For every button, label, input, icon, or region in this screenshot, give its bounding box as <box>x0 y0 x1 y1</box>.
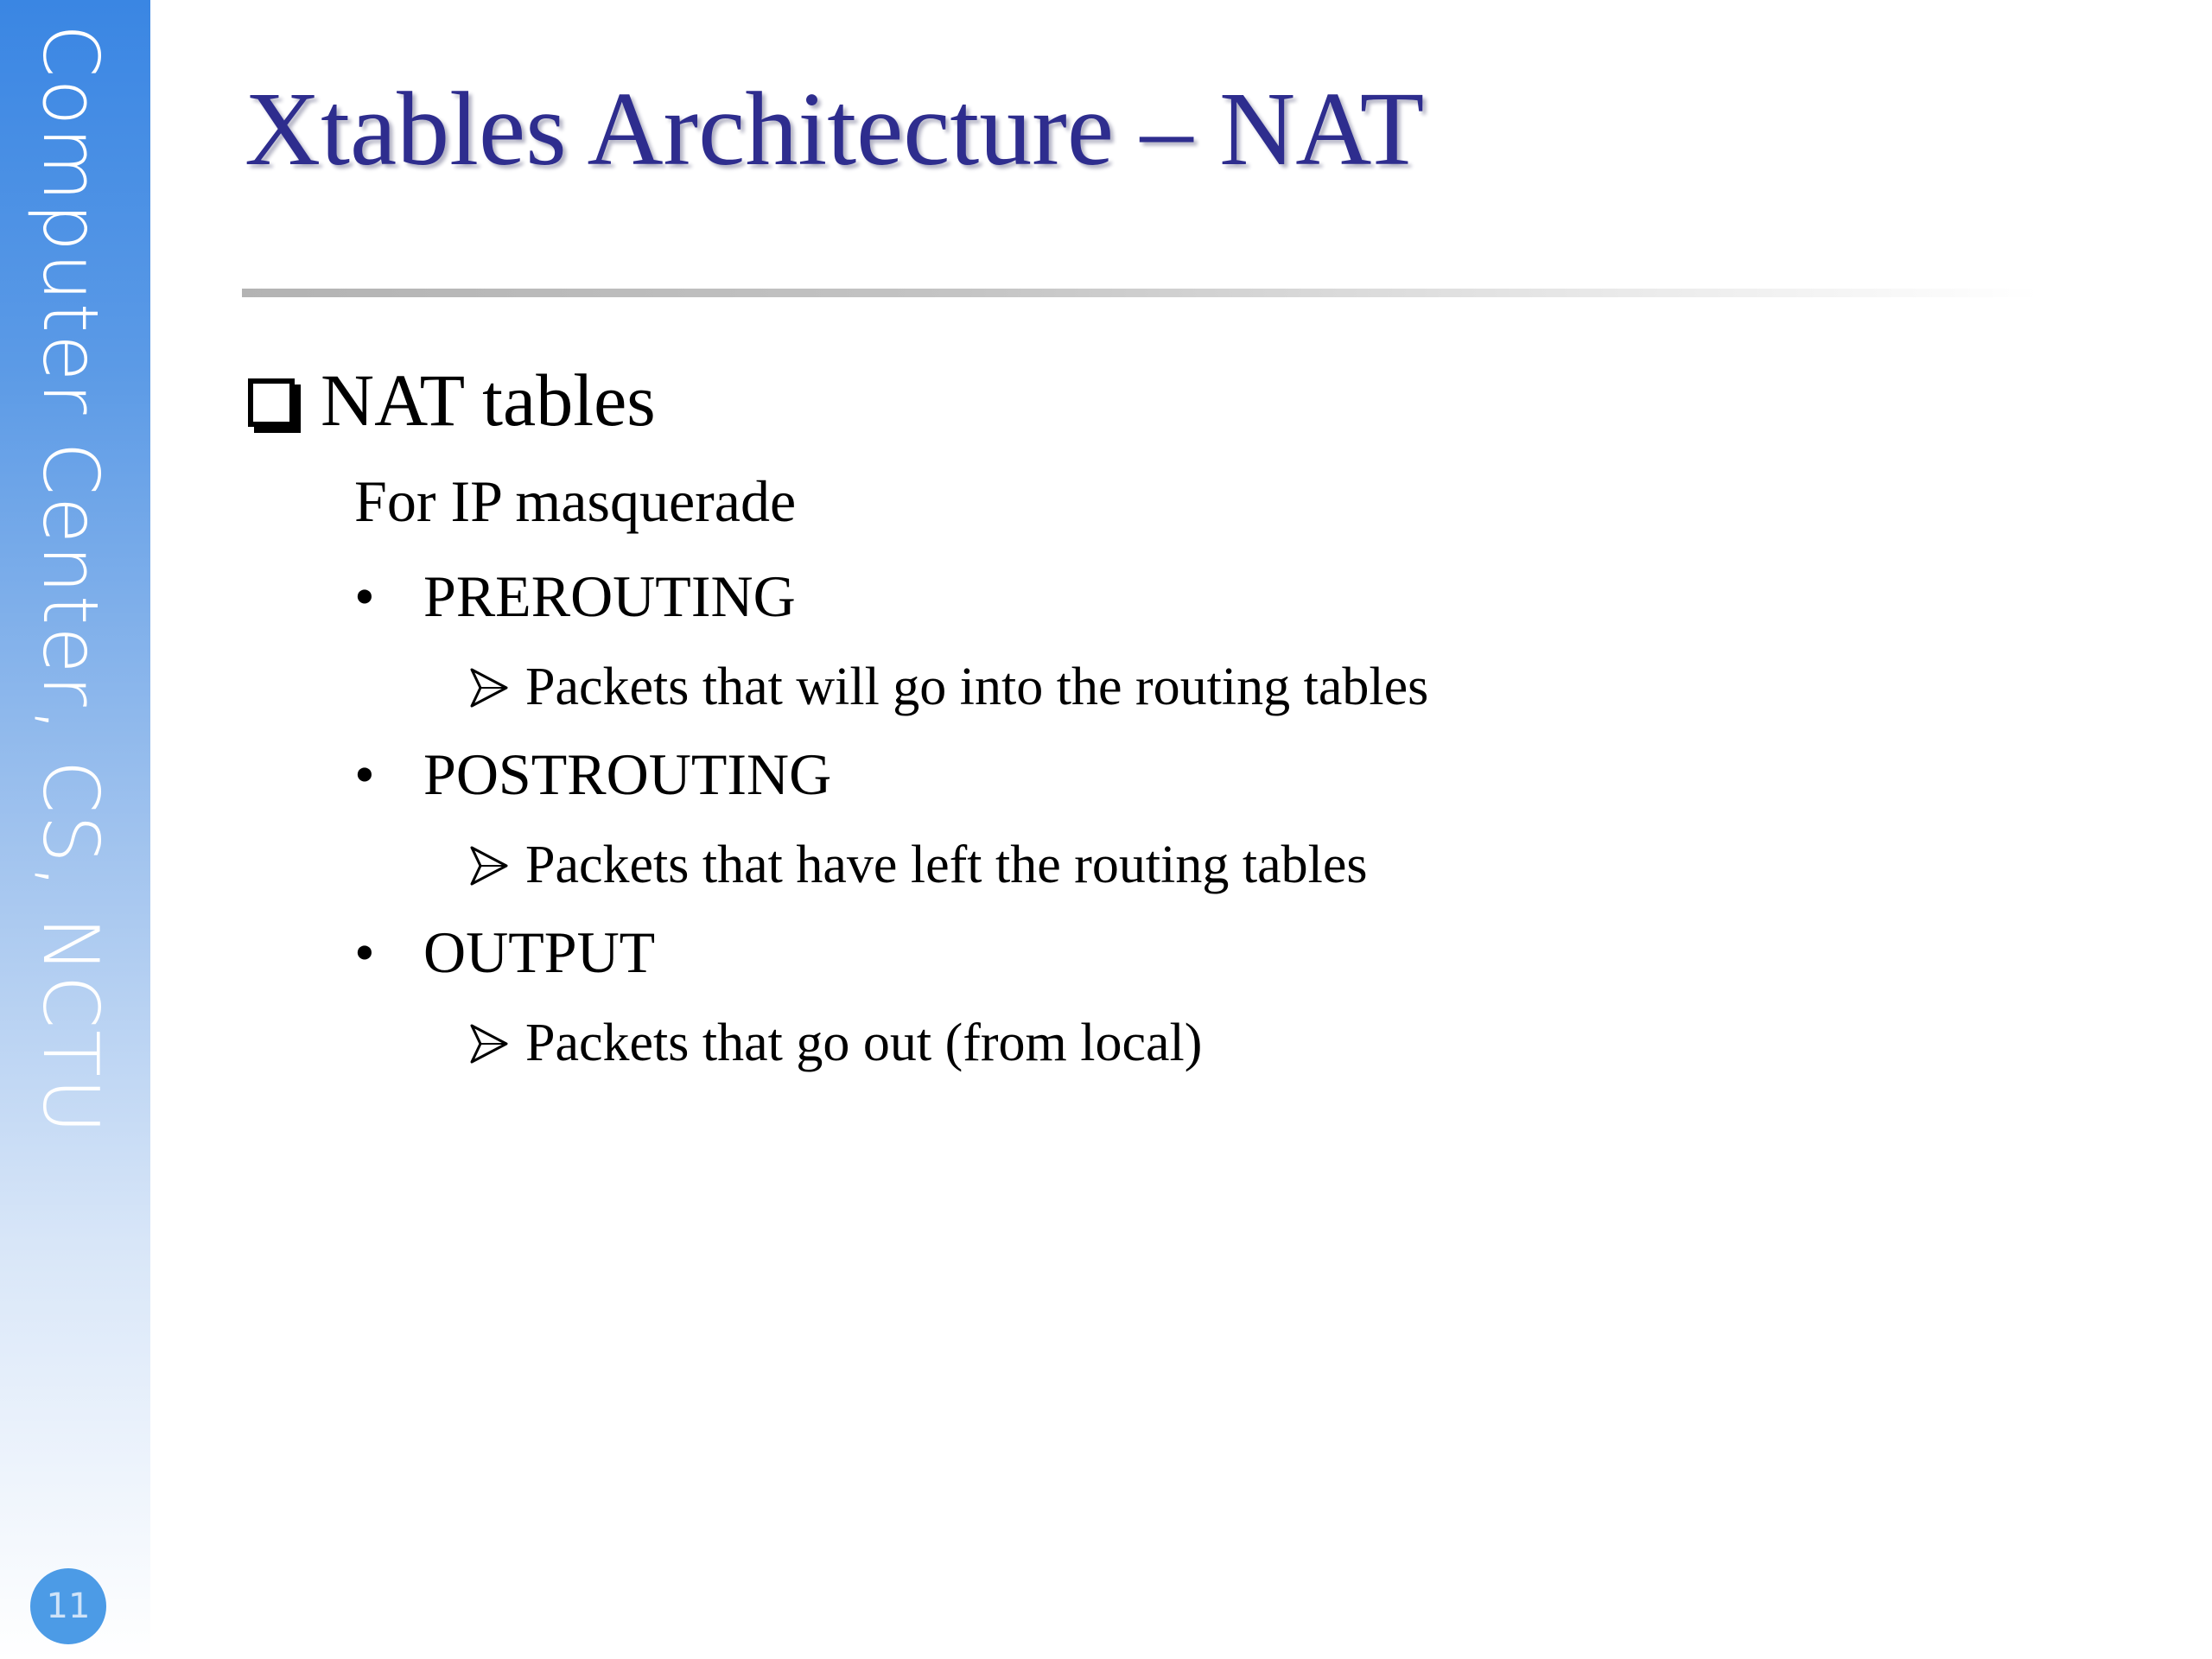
bullet-item-output <box>354 918 655 988</box>
section-heading: NAT tables <box>321 359 656 442</box>
bullet-item-postrouting <box>354 740 831 810</box>
arrow-icon <box>467 1022 510 1065</box>
sub-item-prerouting <box>467 655 1428 719</box>
sidebar-label: Computer Center, CS, NCTU <box>26 24 115 1136</box>
bullet-label: PREROUTING <box>423 563 796 629</box>
sidebar <box>0 0 150 1659</box>
arrow-icon <box>467 844 510 887</box>
bullet-icon: • <box>354 741 375 807</box>
sub-item-output <box>467 1011 1202 1075</box>
slide-title: Xtables Architecture – NAT <box>245 71 1425 188</box>
bullet-label: OUTPUT <box>423 919 656 985</box>
bullet-label: POSTROUTING <box>423 741 832 807</box>
page-number-badge: 11 <box>30 1568 106 1644</box>
section-heading-row <box>248 356 656 445</box>
sub-item-text: Packets that go out (from local) <box>525 1014 1203 1072</box>
checkbox-icon <box>248 378 295 427</box>
sub-item-text: Packets that will go into the routing tables <box>525 658 1429 716</box>
bullet-item-prerouting <box>354 562 796 632</box>
arrow-icon <box>467 666 510 709</box>
section-intro: For IP masquerade <box>354 468 797 534</box>
title-divider <box>242 289 2039 297</box>
bullet-icon: • <box>354 919 375 985</box>
bullet-icon: • <box>354 563 375 629</box>
sub-item-postrouting <box>467 833 1367 897</box>
sub-item-text: Packets that have left the routing tables <box>525 836 1368 894</box>
